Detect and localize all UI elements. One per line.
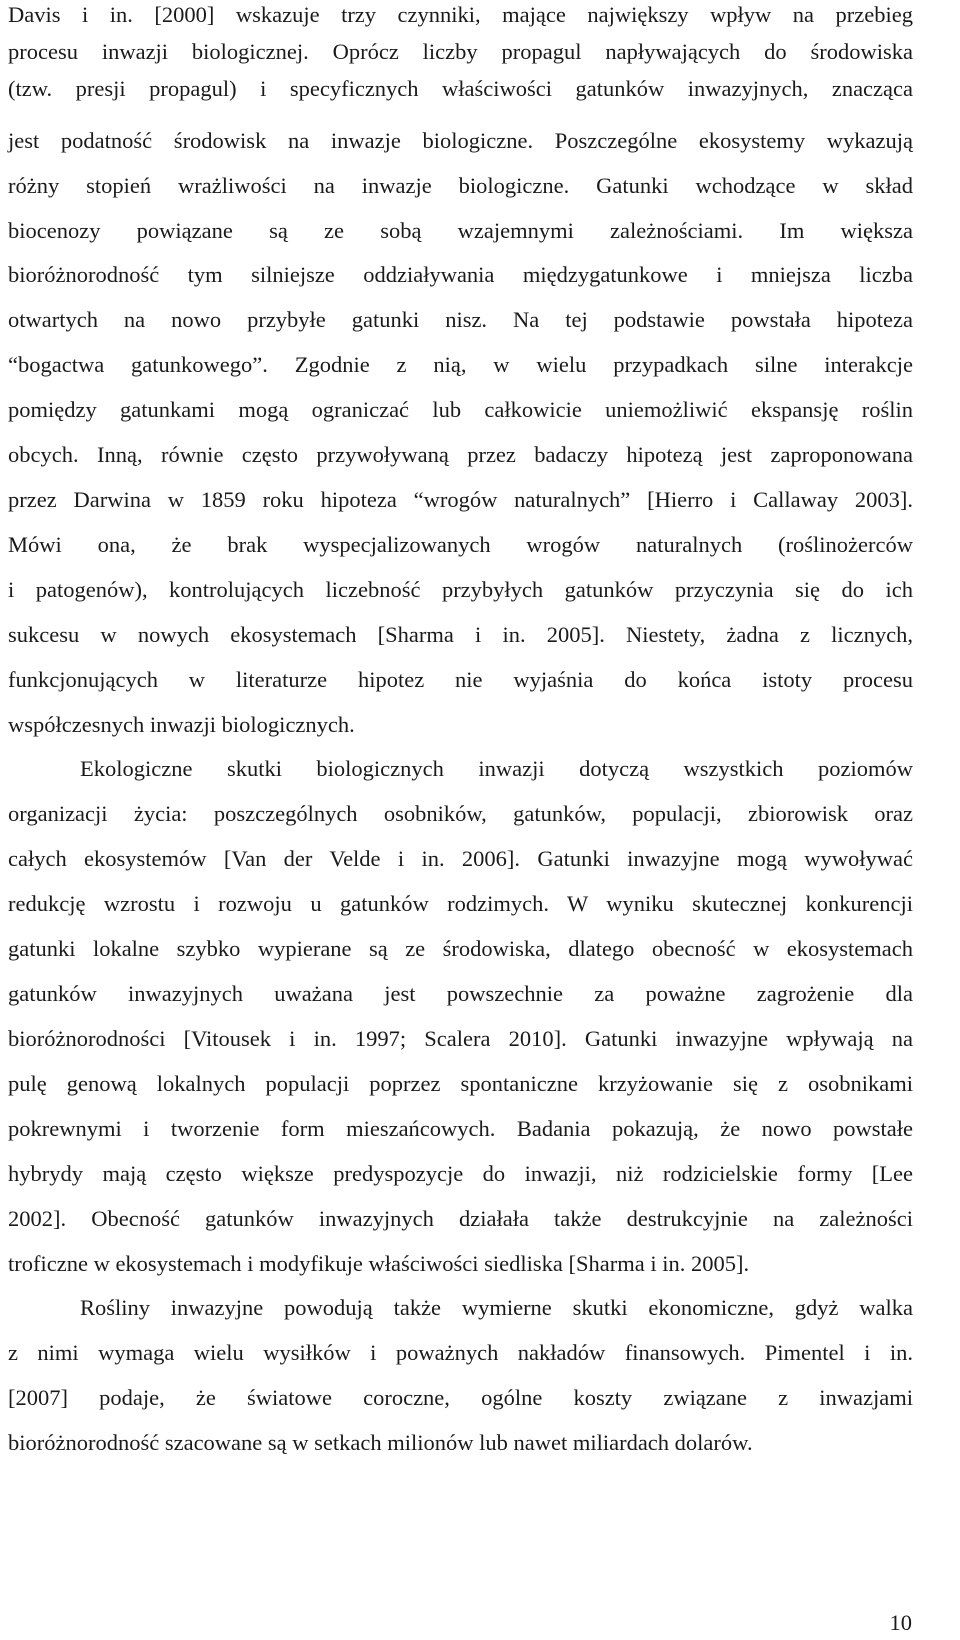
text-line: całych ekosystemów [Van der Velde i in. 2006]. Gatunki inwazyjne mogą wywoływać — [8, 846, 913, 871]
text-line: gatunki lokalne szybko wypierane są ze środowiska, dlatego obecność w ekosystemach — [8, 936, 913, 961]
text-line: otwartych na nowo przybyłe gatunki nisz. Na tej podstawie powstała hipoteza — [8, 307, 913, 332]
text-line: organizacji życia: poszczególnych osobników, gatunków, populacji, zbiorowisk oraz — [8, 801, 913, 826]
text-line: “bogactwa gatunkowego”. Zgodnie z nią, w wielu przypadkach silne interakcje — [8, 352, 913, 377]
text-line: obcych. Inną, równie często przywoływaną przez badaczy hipotezą jest zaproponowana — [8, 442, 913, 467]
text-line: troficzne w ekosystemach i modyfikuje właściwości siedliska [Sharma i in. 2005]. — [8, 1251, 750, 1276]
text-line: z nimi wymaga wielu wysiłków i poważnych nakładów finansowych. Pimentel i in. — [8, 1340, 913, 1365]
text-line: gatunków inwazyjnych uważana jest powszechnie za poważne zagrożenie dla — [8, 981, 913, 1006]
text-line: hybrydy mają często większe predyspozycje do inwazji, niż rodzicielskie formy [Lee — [8, 1161, 913, 1186]
text-line: 2002]. Obecność gatunków inwazyjnych działała także destrukcyjnie na zależności — [8, 1206, 913, 1231]
text-line: Rośliny inwazyjne powodują także wymierne skutki ekonomiczne, gdyż walka — [80, 1295, 913, 1320]
text-line: pokrewnymi i tworzenie form mieszańcowych. Badania pokazują, że nowo powstałe — [8, 1116, 913, 1141]
text-line: (tzw. presji propagul) i specyficznych właściwości gatunków inwazyjnych, znacząca — [8, 76, 913, 101]
text-line: bioróżnorodność tym silniejsze oddziaływania międzygatunkowe i mniejsza liczba — [8, 262, 913, 287]
text-line: współczesnych inwazji biologicznych. — [8, 712, 355, 737]
text-line: przez Darwina w 1859 roku hipoteza “wrogów naturalnych” [Hierro i Callaway 2003]. — [8, 487, 913, 512]
text-line: pulę genową lokalnych populacji poprzez spontaniczne krzyżowanie się z osobnikami — [8, 1071, 913, 1096]
text-line: procesu inwazji biologicznej. Oprócz liczby propagul napływających do środowiska — [8, 39, 913, 64]
text-line: sukcesu w nowych ekosystemach [Sharma i in. 2005]. Niestety, żadna z licznych, — [8, 622, 913, 647]
text-line: redukcję wzrostu i rozwoju u gatunków rodzimych. W wyniku skutecznej konkurencji — [8, 891, 913, 916]
text-line: bioróżnorodności [Vitousek i in. 1997; Scalera 2010]. Gatunki inwazyjne wpływają na — [8, 1026, 913, 1051]
text-line: [2007] podaje, że światowe coroczne, ogólne koszty związane z inwazjami — [8, 1385, 913, 1410]
text-line: Mówi ona, że brak wyspecjalizowanych wrogów naturalnych (roślinożerców — [8, 532, 913, 557]
text-line: Ekologiczne skutki biologicznych inwazji dotyczą wszystkich poziomów — [80, 756, 913, 781]
text-line: funkcjonujących w literaturze hipotez nie wyjaśnia do końca istoty procesu — [8, 667, 913, 692]
text-line: bioróżnorodność szacowane są w setkach milionów lub nawet miliardach dolarów. — [8, 1430, 753, 1455]
text-line: pomiędzy gatunkami mogą ograniczać lub całkowicie uniemożliwić ekspansję roślin — [8, 397, 913, 422]
page-number: 10 — [889, 1610, 912, 1635]
text-line: jest podatność środowisk na inwazje biologiczne. Poszczególne ekosystemy wykazują — [8, 128, 913, 153]
text-line: różny stopień wrażliwości na inwazje biologiczne. Gatunki wchodzące w skład — [8, 173, 913, 198]
text-line: i patogenów), kontrolujących liczebność przybyłych gatunków przyczynia się do ich — [8, 577, 913, 602]
text-line: Davis i in. [2000] wskazuje trzy czynniki, mające największy wpływ na przebieg — [8, 2, 913, 27]
text-line: biocenozy powiązane są ze sobą wzajemnymi zależnościami. Im większa — [8, 218, 913, 243]
